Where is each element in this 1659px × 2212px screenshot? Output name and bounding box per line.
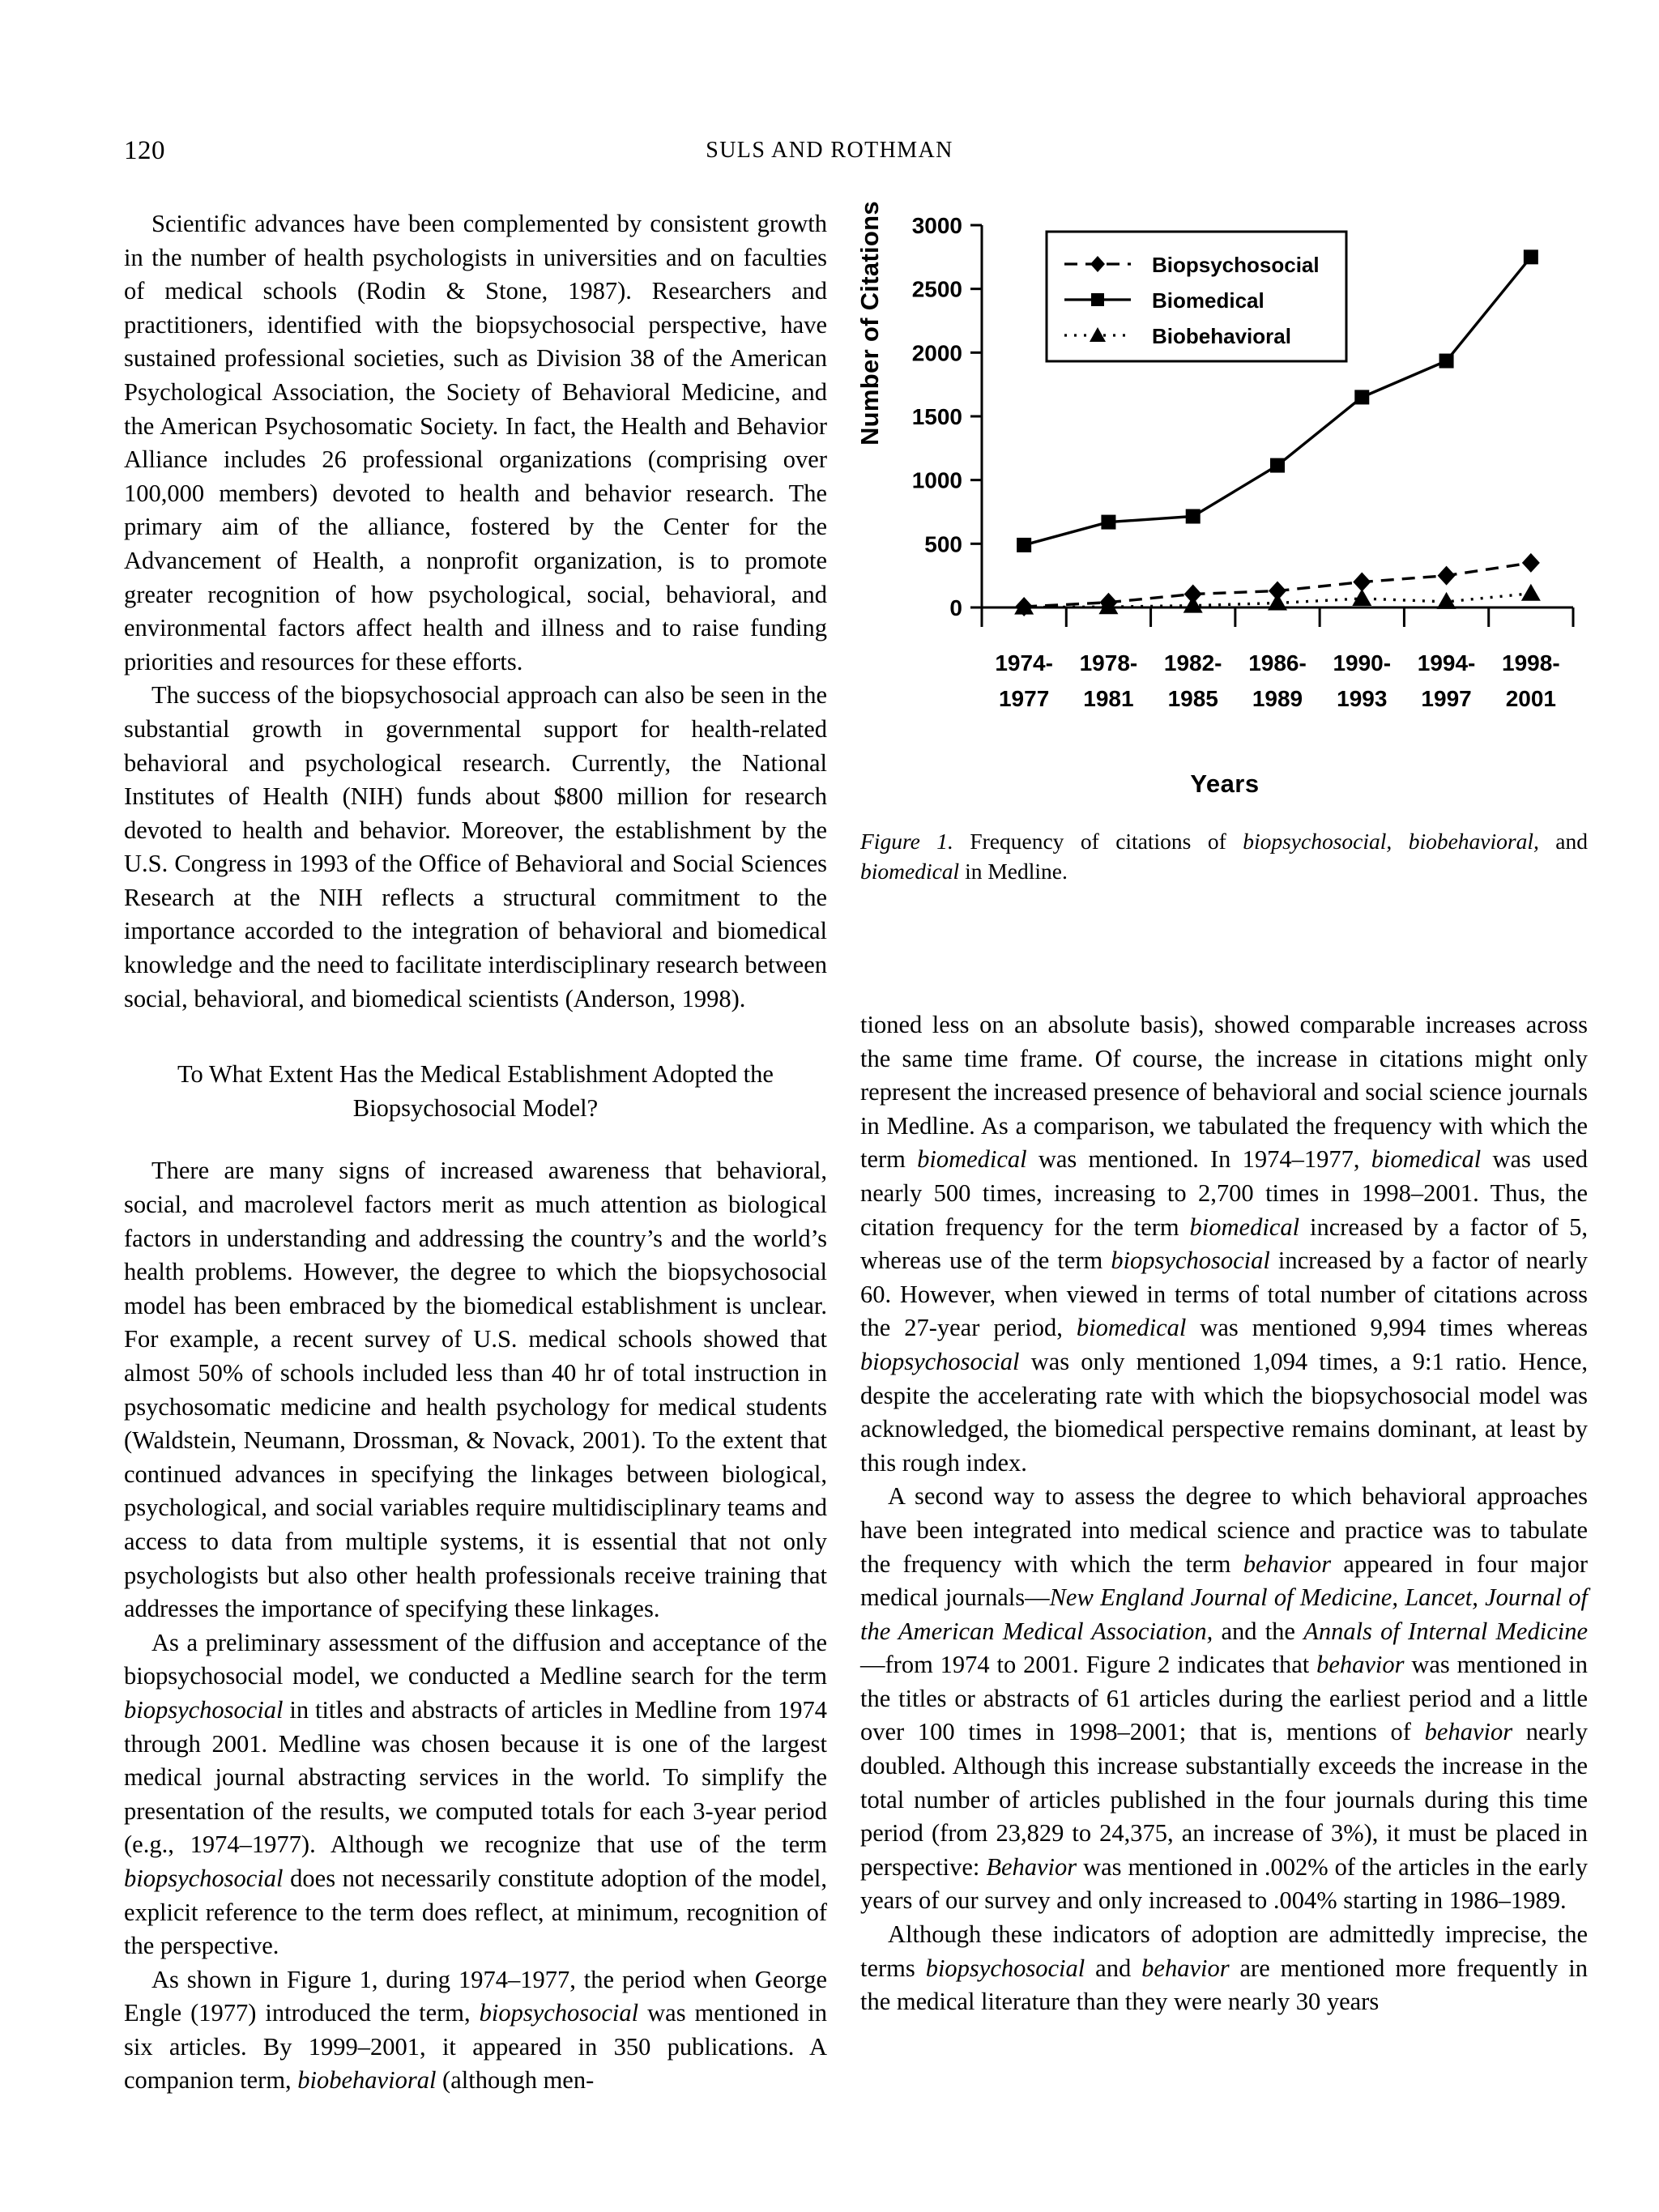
data-point-square (1270, 458, 1285, 473)
left-text-column (124, 207, 827, 2098)
text-run: and (1538, 829, 1589, 854)
italic-term: behavior (1141, 1954, 1230, 1982)
data-point-triangle (1352, 589, 1371, 606)
x-tick-label: 1994- (1417, 650, 1476, 676)
x-tick-label: 1978- (1079, 650, 1138, 676)
italic-term: biopsychosocial (124, 1695, 284, 1724)
text-run: and (1085, 1954, 1142, 1982)
x-tick-label: 1998- (1502, 650, 1560, 676)
y-tick-label: 3000 (911, 213, 962, 238)
italic-term: biomedical (917, 1145, 1027, 1174)
text-run: was mentioned. In 1974–1977, (1026, 1145, 1371, 1174)
y-tick-label: 2000 (911, 340, 962, 366)
text-run: A second way to assess the degree to which behavioral approaches have been integrated into medical science and practice was to tabulate the frequency with which the term (860, 1482, 1588, 1578)
x-tick-label: 1990- (1333, 650, 1392, 676)
data-point-square (1439, 354, 1454, 369)
y-tick-label: 1000 (911, 467, 962, 493)
italic-term: behavior (1316, 1651, 1405, 1679)
italic-term: biobehavioral (297, 2066, 437, 2095)
running-head (0, 136, 1659, 173)
italic-term: biomedical (860, 859, 960, 884)
y-tick-label: 1500 (911, 404, 962, 429)
text-run: are mentioned more frequently in the medical literature than they were nearly 30 years (860, 1954, 1588, 2016)
text-run: nearly doubled. Although this increase substantially exceeds the increase in the total number of articles published in the four journals during this time period (from 23,829 to 24,375, an increase of 3%), it must be placed in perspective: (860, 1718, 1588, 1881)
paragraph-1: Scientific advances have been complemented by consistent growth in the number of health psychologists in universities and on faculties of medical schools (Rodin & Stone, 1987). Researchers and practitioners, identified with the biopsychosocial perspective, have sustained professional societies, such as Division 38 of the American Psychological Association, the Society of Behavioral Medicine, and the American Psychosomatic Society. In fact, the Health and Behavior Alliance includes 26 professional organizations (comprising over 100,000 members) devoted to health and behavior research. The primary aim of the alliance, fostered by the Center for the Advancement of Health, a nonprofit organization, is to promote greater recognition of how psychological, social, behavioral, and environmental factors affect health and illness and to raise funding priorities and resources for these efforts. (124, 210, 827, 676)
y-tick-label: 500 (924, 531, 962, 557)
legend-label-2: Biobehavioral (1152, 324, 1291, 348)
chart-container (855, 201, 1589, 818)
right-text-column (860, 1008, 1588, 2019)
data-point-triangle (1268, 593, 1287, 610)
text-run: was mentioned in six articles. By 1999–2001, it appeared in 350 publications. A companion term, (124, 1999, 828, 2095)
running-title: SULS AND ROTHMAN (706, 138, 953, 163)
text-run: As a preliminary assessment of the diffusion and acceptance of the biopsychosocial model, we conducted a Medline search for the term (124, 1628, 827, 1690)
italic-term: biopsychosocial (860, 1347, 1020, 1375)
chart-x-axis-label: Years (1190, 769, 1260, 798)
italic-term: biopsychosocial (925, 1954, 1085, 1982)
text-run: —from 1974 to 2001. Figure 2 indicates that (860, 1651, 1317, 1679)
figure-label: Figure 1. (860, 829, 953, 854)
text-run: (although men- (436, 2066, 595, 2095)
x-tick-label: 1982- (1163, 650, 1222, 676)
data-point-diamond (1438, 566, 1456, 586)
page-number: 120 (124, 136, 165, 165)
legend-label-0: Biopsychosocial (1152, 253, 1320, 277)
y-tick-label: 2500 (911, 276, 962, 302)
data-point-square (1524, 249, 1538, 264)
text-run: was used nearly 500 times, increasing to 2,700 times in 1998–2001. Thus, the citation frequency for the term (860, 1145, 1588, 1241)
data-point-square (1101, 515, 1115, 530)
paragraph-2: The success of the biopsychosocial approach can also be seen in the substantial growth in governmental support for health-related behavioral and psychological research. Currently, the National Institutes of Health (NIH) funds about $800 million for research devoted to health and behavior. Moreover, the establishment by the U.S. Congress in 1993 of the Office of Behavioral and Social Sciences Research at the NIH reflects a structural commitment to the importance accorded to the integration of behavioral and biomedical knowledge and the need to facilitate interdisciplinary research between social, behavioral, and biomedical scientists (Anderson, 1998). (124, 681, 827, 1012)
text-run: was only mentioned 1,094 times, a 9:1 ratio. Hence, despite the accelerating rate with which the biopsychosocial model was acknowledged, the biomedical perspective remains dominant, at least by this rough index. (860, 1347, 1588, 1477)
x-tick-label: 1974- (995, 650, 1053, 676)
text-run: Although these indicators of adoption are admittedly imprecise, the terms (860, 1920, 1588, 1982)
italic-term: behavior (1243, 1549, 1332, 1578)
italic-term: biopsychosocial, biobehavioral, (1243, 829, 1539, 854)
data-point-triangle (1098, 597, 1118, 614)
italic-term: behavior (1424, 1718, 1513, 1746)
data-point-square (1186, 509, 1201, 524)
x-tick-label: 1993 (1337, 686, 1388, 711)
text-run: in titles and abstracts of articles in Medline from 1974 through 2001. Medline was chosen because it is one of the largest medical journal abstracting services in the world. To simplify the presentation of the results, we computed totals for each 3-year period (e.g., 1974–1977). Although we recognize that use of the term (124, 1695, 827, 1859)
paragraph-4 (124, 1626, 827, 1963)
italic-term: biopsychosocial (479, 1999, 639, 2027)
italic-journal-list: New England Journal of Medicine, Lancet, Journal of the American Medical Association, (860, 1583, 1589, 1645)
section-heading: To What Extent Has the Medical Establishment Adopted the Biopsychosocial Model? (177, 1060, 774, 1122)
x-tick-label: 1997 (1421, 686, 1472, 711)
italic-term: biomedical (1371, 1145, 1482, 1174)
legend-label-1: Biomedical (1152, 288, 1265, 313)
text-run: Frequency of citations of (953, 829, 1243, 854)
data-point-triangle (1521, 584, 1541, 601)
paragraph-3: There are many signs of increased awareness that behavioral, social, and macrolevel factors merit as much attention as biological factors in understanding and addressing the country’s and the world’s health problems. However, the degree to which the biopsychosocial model has been embraced by the biomedical establishment is unclear. For example, a recent survey of U.S. medical schools showed that almost 50% of schools included less than 40 hr of total instruction in psychosomatic medicine and health psychology for medical students (Waldstein, Neumann, Drossman, & Novack, 2001). To the extent that continued advances in specifying the linkages between biological, psychological, and social variables require multidisciplinary teams and access to data from multiple systems, it is essential that not only psychologists but also other health professionals receive training that addresses the importance of specifying these linkages. (124, 1157, 827, 1623)
italic-term: biopsychosocial (124, 1864, 284, 1892)
text-run: appeared in four major medical journals— (860, 1549, 1588, 1612)
x-tick-label: 1981 (1083, 686, 1134, 711)
italic-term: biomedical (1076, 1314, 1187, 1342)
x-tick-label: 1985 (1167, 686, 1218, 711)
citation-line-chart (860, 202, 1589, 769)
paragraph-5 (124, 1963, 827, 2098)
x-tick-label: 1977 (998, 686, 1050, 711)
text-run: in Medline. (959, 859, 1068, 884)
text-run: was mentioned in the titles or abstracts of 61 articles during the earliest period and a little over 100 times in 1998–2001; that is, mentions of (860, 1651, 1588, 1746)
italic-term: biomedical (1189, 1213, 1300, 1241)
text-run: increased by a factor of nearly 60. However, when viewed in terms of total number of citations across the 27-year period, (860, 1247, 1588, 1342)
italic-journal: Annals of Internal Medicine (1303, 1617, 1588, 1645)
data-point-square (1017, 538, 1031, 552)
chart-y-axis-label: Number of Citations (855, 201, 884, 445)
figure-1 (855, 201, 1589, 818)
data-point-square (1354, 390, 1369, 404)
paragraph-8 (860, 1918, 1588, 2019)
text-run: and the (1213, 1617, 1304, 1645)
italic-term: biopsychosocial (1111, 1247, 1270, 1275)
text-run: was mentioned in .002% of the articles in the early years of our survey and only increased to .004% starting in 1986–1989. (860, 1852, 1588, 1915)
italic-term: Behavior (986, 1852, 1077, 1881)
data-point-diamond (1353, 573, 1371, 592)
x-tick-label: 1986- (1248, 650, 1307, 676)
y-tick-label: 0 (949, 595, 962, 620)
paragraph-6 (860, 1008, 1588, 1480)
text-run: As shown in Figure 1, during 1974–1977, the period when George Engle (1977) introduced the term, (124, 1965, 827, 2027)
figure-caption (860, 826, 1588, 886)
legend-marker-square (1091, 293, 1104, 306)
x-tick-label: 2001 (1505, 686, 1557, 711)
data-point-diamond (1522, 553, 1540, 573)
paragraph-7 (860, 1480, 1588, 1918)
text-run: does not necessarily constitute adoption of the model, explicit reference to the term does reflect, at minimum, recognition of the perspective. (124, 1864, 827, 1960)
x-tick-label: 1989 (1252, 686, 1303, 711)
text-run: increased by a factor of 5, whereas use of the term (860, 1213, 1588, 1275)
text-run: was mentioned 9,994 times whereas (1186, 1314, 1588, 1342)
text-run: tioned less on an absolute basis), showed comparable increases across the same time frame. Of course, the increase in citations might only represent the increased presence of behavioral and social science journals in Medline. As a comparison, we tabulated the frequency with which the term (860, 1011, 1588, 1174)
